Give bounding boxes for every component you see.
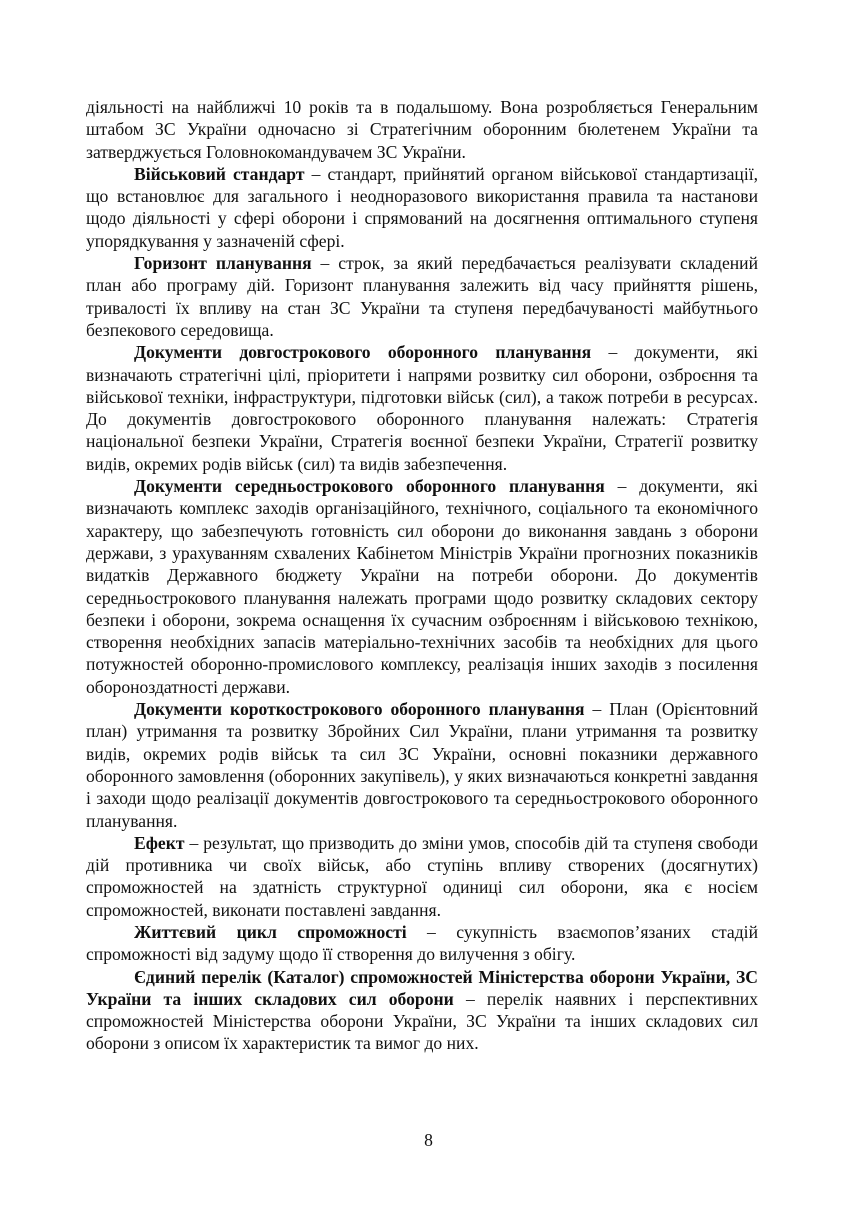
definition-long-term-documents bbox=[86, 341, 758, 475]
term-heading: Єдиний перелік (Каталог) спроможностей Міністерства оборони України, ЗС України та інших складових сил оборони bbox=[86, 966, 758, 1009]
term-heading: Документи довгострокового оборонного планування bbox=[134, 342, 592, 363]
definition-planning-horizon bbox=[86, 252, 758, 341]
term-heading: Документи короткострокового оборонного планування bbox=[134, 699, 585, 720]
definition-text: – перелік наявних і перспективних спроможностей Міністерства оборони України, ЗС України та інших складових сил оборони з описом їх характеристик та вимог до них. bbox=[86, 988, 758, 1054]
definition-text: – результат, що призводить до зміни умов, способів дій та ступеня свободи дій противника чи своїх військ, або ступінь впливу створених (досягнутих) спроможностей на здатність структурної одиниці сил оборони, яка є носієм спроможностей, виконати поставлені завдання. bbox=[86, 832, 758, 920]
definition-medium-term-documents bbox=[86, 475, 758, 698]
term-heading: Військовий стандарт bbox=[134, 163, 305, 184]
definition-capability-catalog bbox=[86, 966, 758, 1055]
page-number: 8 bbox=[424, 1130, 433, 1150]
paragraph-text: діяльності на найближчі 10 років та в подальшому. Вона розробляється Генеральним штабом ЗС України одночасно зі Стратегічним оборонним бюлетенем України та затверджується Головнокомандувачем ЗС України. bbox=[86, 97, 758, 162]
term-heading: Життєвий цикл спроможності bbox=[134, 921, 407, 942]
definition-capability-life-cycle bbox=[86, 921, 758, 966]
term-heading: Горизонт планування bbox=[134, 253, 312, 274]
definition-text: – План (Орієнтовний план) утримання та розвитку Збройних Сил України, плани утримання та розвитку видів, окремих родів військ та сил ЗС України, основні показники державного оборонного замовлення (оборонних закупівель), у яких визначаються конкретні завдання і заходи щодо реалізації документів довгострокового та середньострокового оборонного планування. bbox=[86, 699, 758, 831]
term-heading: Ефект bbox=[134, 832, 185, 853]
definition-text: – сукупність взаємопов’язаних стадій спроможності від задуму щодо її створення до вилучення з обігу. bbox=[86, 921, 758, 965]
definition-text: – строк, за який передбачається реалізувати складений план або програму дій. Горизонт планування залежить від часу прийняття рішень, тривалості їх впливу на стан ЗС України та ступеня передбачуваності майбутнього безпекового середовища. bbox=[86, 253, 759, 340]
paragraph-continuation bbox=[86, 96, 758, 163]
definition-text: – документи, які визначають комплекс заходів організаційного, технічного, соціального та економічного характеру, що забезпечують готовність сил оборони до виконання завдань з оборони держави, з урахуванням схвалених Кабінетом Міністрів України прогнозних показників видатків Державного бюджету України на потреби оборони. До документів середньострокового планування належать програми щодо розвитку складових сектору безпеки і оборони, зокрема оснащення їх сучасним озброєнням і військовою технікою, створення необхідних запасів матеріально-технічних засобів та необхідних для цього потужностей оборонно-промислового комплексу, реалізація інших заходів з посилення обороноздатності держави. bbox=[86, 476, 758, 697]
definition-military-standard bbox=[86, 163, 758, 252]
document-page bbox=[86, 96, 758, 1055]
term-heading: Документи середньострокового оборонного планування bbox=[134, 476, 605, 497]
definition-text: – документи, які визначають стратегічні цілі, пріоритети і напрями розвитку сил оборони, озброєння та військової техніки, інфраструктури, підготовки військ (сил), а також потреби в ресурсах. До документів довгострокового оборонного планування належать: Стратегія національної безпеки України, Стратегія воєнної безпеки України, Стратегії розвитку видів, окремих родів військ (сил) та видів забезпечення. bbox=[86, 342, 758, 474]
definition-short-term-documents bbox=[86, 698, 758, 832]
definition-text: – стандарт, прийнятий органом військової стандартизації, що встановлює для загального і неодноразового використання правила та настанови щодо діяльності у сфері оборони і спрямований на досягнення оптимального ступеня упорядкування у зазначеній сфері. bbox=[86, 163, 758, 251]
definition-effect bbox=[86, 832, 758, 921]
